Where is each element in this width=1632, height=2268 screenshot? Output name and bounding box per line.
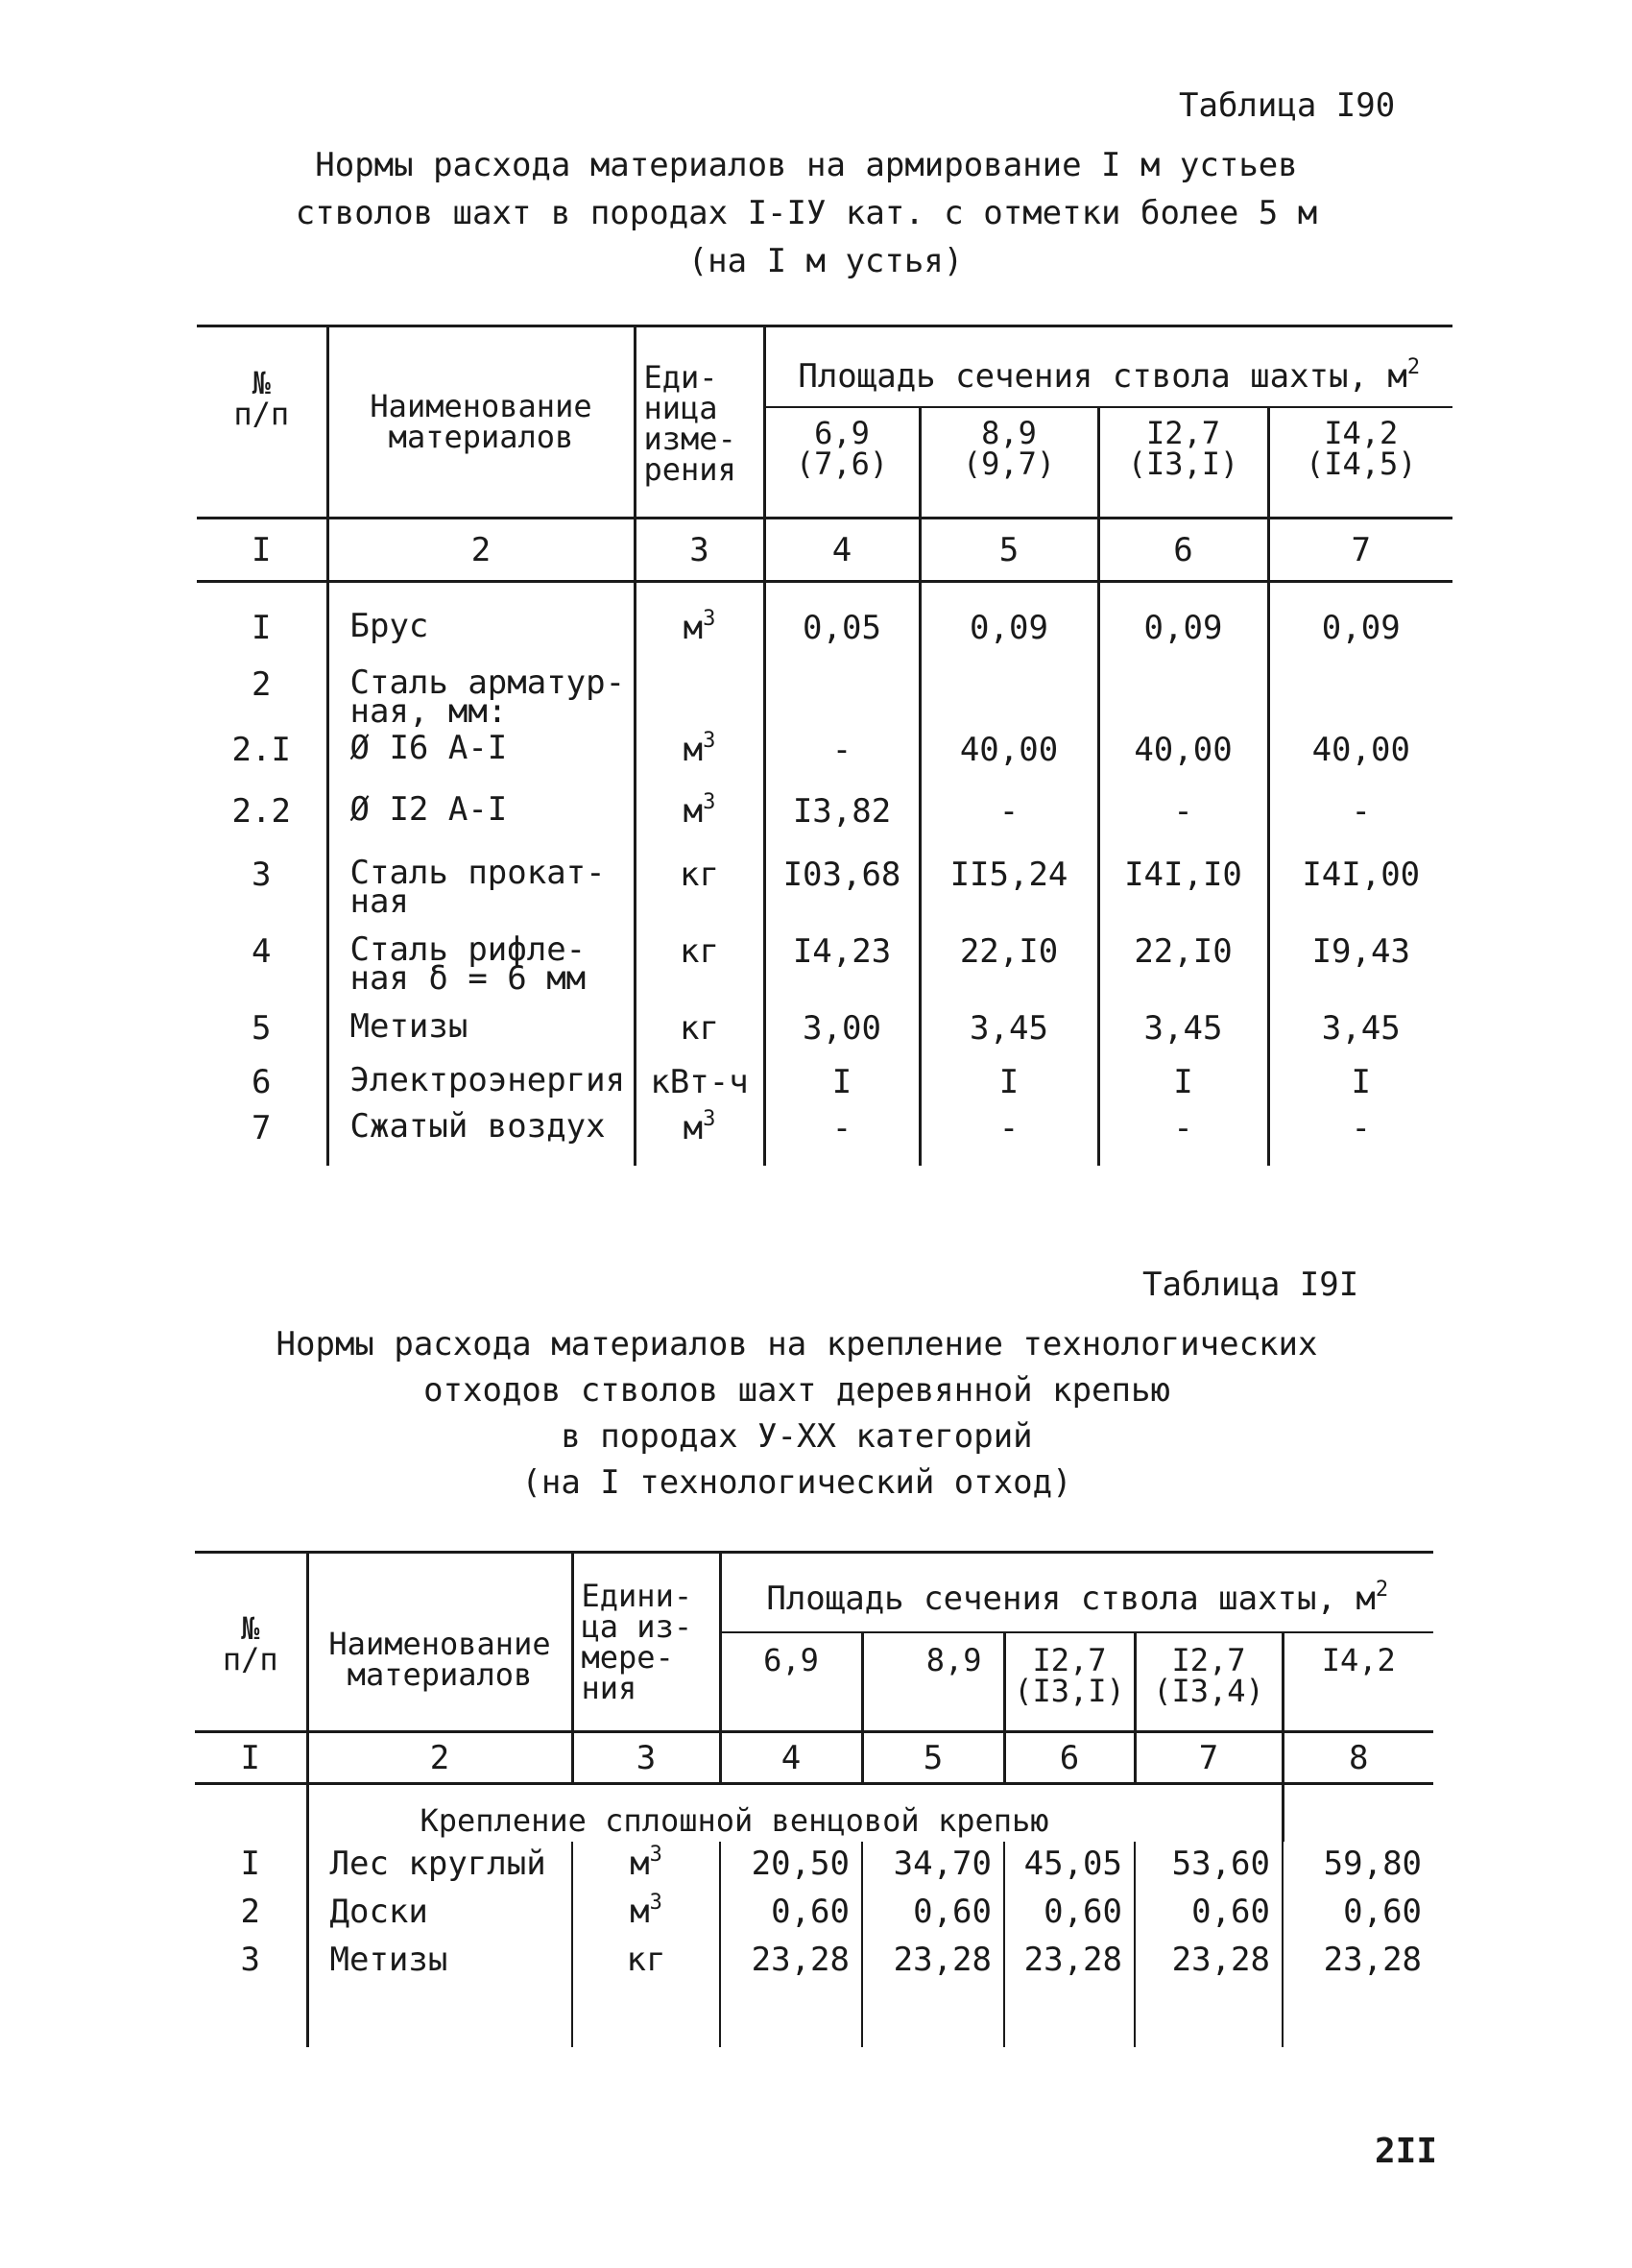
col-number: 7 xyxy=(1268,519,1452,582)
header-unit: Еди- ница изме- рения xyxy=(635,326,764,519)
row-value: I4I,00 xyxy=(1302,855,1421,894)
col-number: 5 xyxy=(862,1732,1004,1784)
header-area-col: I4,2 (I4,5) xyxy=(1305,414,1417,482)
table-row xyxy=(197,726,1452,787)
row-value: 23,28 xyxy=(1135,1938,1283,1986)
header-area-col: 6,9 (7,6) xyxy=(764,407,920,519)
table-row xyxy=(197,661,1452,726)
table191-title-line: Нормы расхода материалов на крепление технологических xyxy=(276,1325,1318,1363)
header-area-col: I2,7 (I3,4) xyxy=(1135,1632,1283,1732)
row-name-line: Сталь прокат- xyxy=(349,853,606,892)
row-value: I xyxy=(920,1058,1098,1104)
page-number: 2II xyxy=(1375,2132,1438,2171)
table191-title xyxy=(240,1325,1354,1509)
row-name-line: ная xyxy=(349,881,409,921)
table191 xyxy=(195,1551,1433,2047)
col-number: 7 xyxy=(1135,1732,1283,1784)
header-num: № п/п xyxy=(197,326,327,519)
row-num: 2.2 xyxy=(197,787,327,851)
row-unit: $м^3$ xyxy=(635,787,764,851)
row-value: 0,09 xyxy=(1321,609,1401,647)
row-name-line: Сталь арматур- xyxy=(349,663,626,702)
row-value: - xyxy=(1351,791,1371,831)
row-value: 0,05 xyxy=(764,582,920,661)
row-value xyxy=(1268,661,1452,726)
row-num: 5 xyxy=(197,1004,327,1058)
row-unit: кг xyxy=(572,1938,720,1986)
header-unit: Едини- ца из- мере- ния xyxy=(572,1553,720,1732)
table-row xyxy=(197,1004,1452,1058)
section-title: Крепление сплошной венцовой крепью xyxy=(420,1801,1049,1839)
row-value: 20,50 xyxy=(720,1842,862,1890)
header-area: Площадь сечения ствола шахты, $м^2$ xyxy=(720,1553,1433,1632)
row-name xyxy=(327,582,635,661)
row-value xyxy=(1098,661,1268,726)
row-value: 0,60 xyxy=(862,1890,1004,1938)
row-unit: кг xyxy=(635,928,764,1004)
table190-title-line: (на I м устья) xyxy=(687,242,964,280)
row-name-line: ная, мм: xyxy=(349,691,508,731)
table-row xyxy=(197,851,1452,928)
header-area-col: 6,9 xyxy=(720,1632,862,1732)
row-unit: $м^3$ xyxy=(635,582,764,661)
row-name-line: Метизы xyxy=(349,1006,468,1046)
row-value: 53,60 xyxy=(1135,1842,1283,1890)
header-area-col: I2,7 (I3,I) xyxy=(1098,407,1268,519)
row-value: I4,23 xyxy=(764,928,920,1004)
col-number: 8 xyxy=(1283,1732,1433,1784)
col-number: 4 xyxy=(764,519,920,582)
table190-title-line: стволов шахт в породах I-IУ кат. с отметки более 5 м xyxy=(295,194,1318,232)
row-unit: кг xyxy=(635,851,764,928)
row-num: 6 xyxy=(197,1058,327,1104)
row-name-line: Электроэнергия xyxy=(349,1060,626,1099)
row-value: 3,45 xyxy=(1098,1004,1268,1058)
row-unit xyxy=(635,661,764,726)
row-name: Метизы xyxy=(307,1938,572,1986)
row-unit: кВт-ч xyxy=(635,1058,764,1104)
table-row xyxy=(197,1058,1452,1104)
col-number: 3 xyxy=(572,1732,720,1784)
col-number: 2 xyxy=(307,1732,572,1784)
table-row xyxy=(195,1938,1433,1986)
row-value: II5,24 xyxy=(920,851,1098,928)
table-row xyxy=(197,787,1452,851)
table-row xyxy=(197,1104,1452,1166)
row-value xyxy=(764,661,920,726)
row-value: I xyxy=(1351,1062,1371,1101)
row-value: 0,60 xyxy=(720,1890,862,1938)
row-name xyxy=(327,1004,635,1058)
row-value: I xyxy=(764,1058,920,1104)
row-num: 7 xyxy=(197,1104,327,1166)
row-value: - xyxy=(1098,787,1268,851)
row-value: 23,28 xyxy=(720,1938,862,1986)
row-value: 23,28 xyxy=(1004,1938,1135,1986)
row-num: 2.I xyxy=(197,726,327,787)
row-value: 22,I0 xyxy=(1098,928,1268,1004)
header-area: Площадь сечения ствола шахты, $м^2$ xyxy=(764,326,1452,407)
row-value: I9,43 xyxy=(1311,931,1410,971)
table-row xyxy=(195,1842,1433,1890)
row-value: 0,09 xyxy=(920,582,1098,661)
row-name xyxy=(327,726,635,787)
row-value: I xyxy=(1098,1058,1268,1104)
row-name xyxy=(327,661,635,731)
header-name: Наименование материалов xyxy=(307,1553,572,1732)
col-number: I xyxy=(197,519,327,582)
row-name: Лес круглый xyxy=(307,1842,572,1890)
row-value: 40,00 xyxy=(920,726,1098,787)
table-row xyxy=(197,582,1452,661)
row-name-line: Брус xyxy=(349,607,429,645)
row-value: 0,60 xyxy=(1343,1892,1423,1931)
row-value: 0,60 xyxy=(1004,1890,1135,1938)
table190-label: Таблица I90 xyxy=(1179,86,1396,125)
row-num: I xyxy=(195,1842,307,1890)
table-row xyxy=(197,928,1452,1004)
row-num: 4 xyxy=(197,928,327,1004)
row-unit: кг xyxy=(635,1004,764,1058)
row-unit: $м^3$ xyxy=(572,1842,720,1890)
row-name: Доски xyxy=(307,1890,572,1938)
row-value: 3,00 xyxy=(764,1004,920,1058)
row-value: - xyxy=(920,787,1098,851)
row-value: 3,45 xyxy=(1321,1008,1401,1048)
row-num: 3 xyxy=(197,851,327,928)
table-row xyxy=(195,1890,1433,1938)
table-row-spacer xyxy=(195,1986,1433,2047)
table190-title-line: Нормы расхода материалов на армирование I м устьев xyxy=(315,146,1298,184)
row-name xyxy=(327,851,635,928)
col-number: 2 xyxy=(327,519,635,582)
row-unit: $м^3$ xyxy=(635,1104,764,1166)
col-number: 6 xyxy=(1098,519,1268,582)
table191-title-line: в породах У-XX категорий xyxy=(561,1417,1033,1456)
header-area-col: 8,9 xyxy=(862,1632,1004,1732)
row-value: 40,00 xyxy=(1098,726,1268,787)
row-value: 59,80 xyxy=(1323,1844,1423,1883)
row-value: 0,60 xyxy=(1135,1890,1283,1938)
row-name-line: Сжатый воздух xyxy=(349,1106,606,1146)
row-value: 0,09 xyxy=(1098,582,1268,661)
row-value: - xyxy=(764,726,920,787)
row-value: 3,45 xyxy=(920,1004,1098,1058)
row-value: 45,05 xyxy=(1004,1842,1135,1890)
row-name xyxy=(327,787,635,851)
row-name-line: Сталь рифле- xyxy=(349,929,587,969)
col-number: I xyxy=(195,1732,307,1784)
row-num: 3 xyxy=(195,1938,307,1986)
row-value: - xyxy=(1098,1104,1268,1166)
row-value: - xyxy=(920,1104,1098,1166)
row-value: - xyxy=(1351,1108,1371,1147)
col-number: 5 xyxy=(920,519,1098,582)
col-number: 6 xyxy=(1004,1732,1135,1784)
row-name-line: Ø I2 А-I xyxy=(349,789,508,829)
row-value: - xyxy=(764,1104,920,1166)
header-area-col: I4,2 xyxy=(1321,1641,1396,1678)
header-area-col: I2,7 (I3,I) xyxy=(1004,1632,1135,1732)
header-area-col: 8,9 (9,7) xyxy=(920,407,1098,519)
section-spacer xyxy=(195,1784,307,1842)
header-num: № п/п xyxy=(195,1553,307,1732)
row-value: I03,68 xyxy=(764,851,920,928)
row-value: 34,70 xyxy=(862,1842,1004,1890)
row-value xyxy=(920,661,1098,726)
row-num: 2 xyxy=(195,1890,307,1938)
row-value: I3,82 xyxy=(764,787,920,851)
table190-title xyxy=(240,146,1373,290)
col-number: 3 xyxy=(635,519,764,582)
table191-label: Таблица I9I xyxy=(1142,1266,1359,1304)
header-name: Наименование материалов xyxy=(327,326,635,519)
row-num: 2 xyxy=(197,661,327,726)
table191-title-line: отходов стволов шахт деревянной крепью xyxy=(423,1371,1170,1410)
row-name-line: ная δ = 6 мм xyxy=(349,958,587,998)
row-unit: $м^3$ xyxy=(572,1890,720,1938)
row-value: 23,28 xyxy=(862,1938,1004,1986)
table191-title-line: (на I технологический отход) xyxy=(521,1463,1072,1502)
row-value: 23,28 xyxy=(1323,1940,1423,1979)
row-value: 40,00 xyxy=(1311,730,1410,769)
row-name xyxy=(327,1058,635,1104)
row-value: I4I,I0 xyxy=(1098,851,1268,928)
row-name xyxy=(327,1104,635,1166)
table190 xyxy=(197,325,1452,1166)
row-name-line: Ø I6 А-I xyxy=(349,728,508,767)
row-unit: $м^3$ xyxy=(635,726,764,787)
col-number: 4 xyxy=(720,1732,862,1784)
row-value: 22,I0 xyxy=(920,928,1098,1004)
row-name xyxy=(327,928,635,1004)
row-num: I xyxy=(197,582,327,661)
